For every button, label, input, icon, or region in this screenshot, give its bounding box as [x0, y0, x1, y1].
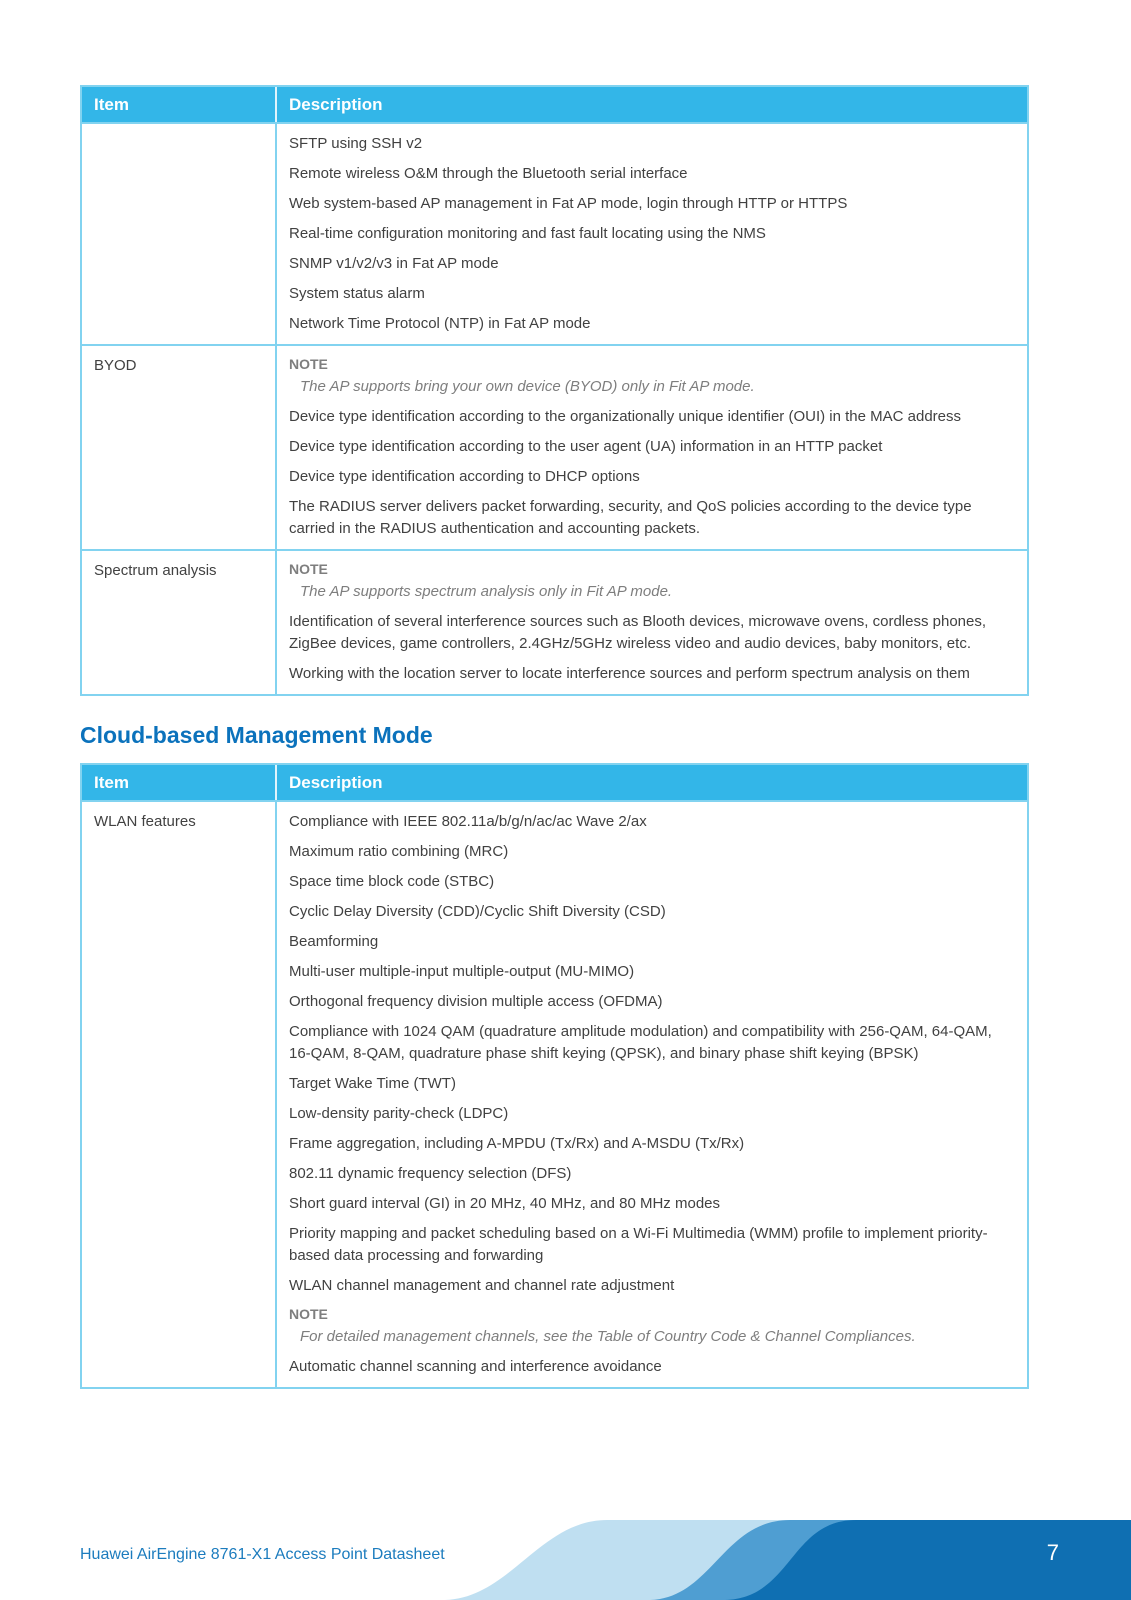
description-paragraph: Cyclic Delay Diversity (CDD)/Cyclic Shift Diversity (CSD): [289, 903, 666, 920]
description-paragraph: System status alarm: [289, 285, 425, 302]
table-row: [82, 344, 1027, 549]
column-header-item: Item: [82, 87, 277, 122]
description-paragraph: Compliance with 1024 QAM (quadrature amplitude modulation) and compatibility with 256-QAM, 64-QAM, 16-QAM, 8-QAM, quadrature phase shift keying (QPSK), and binary phase shift keying (BPSK): [289, 1023, 992, 1062]
description-paragraph: Compliance with IEEE 802.11a/b/g/n/ac/ac Wave 2/ax: [289, 813, 647, 830]
description-paragraph: Device type identification according to the user agent (UA) information in an HTTP packet: [289, 438, 883, 455]
description-paragraph: Orthogonal frequency division multiple access (OFDMA): [289, 993, 663, 1010]
table-row: [82, 122, 1027, 344]
cloud-based-management-table: [80, 763, 1029, 1389]
description-paragraph: Working with the location server to locate interference sources and perform spectrum analysis on them: [289, 665, 970, 682]
footer-text: Huawei AirEngine 8761-X1 Access Point Datasheet: [80, 1546, 445, 1563]
table-row: [82, 800, 1027, 1387]
description-cell: [277, 802, 1027, 1387]
description-paragraph: Low-density parity-check (LDPC): [289, 1105, 509, 1122]
description-paragraph: Target Wake Time (TWT): [289, 1075, 456, 1092]
description-paragraph: Real-time configuration monitoring and fast fault locating using the NMS: [289, 225, 766, 242]
description-paragraph: WLAN channel management and channel rate adjustment: [289, 1277, 675, 1294]
page-footer: [0, 1510, 1131, 1600]
description-paragraph: Frame aggregation, including A-MPDU (Tx/Rx) and A-MSDU (Tx/Rx): [289, 1135, 745, 1152]
description-paragraph: SNMP v1/v2/v3 in Fat AP mode: [289, 255, 499, 272]
section-heading: Cloud-based Management Mode: [80, 722, 433, 748]
description-paragraph: Priority mapping and packet scheduling based on a Wi-Fi Multimedia (WMM) profile to implement priority-based data processing and forwarding: [289, 1225, 988, 1264]
item-cell: [82, 124, 277, 344]
description-paragraph: Identification of several interference sources such as Blooth devices, microwave ovens, cordless phones, ZigBee devices, game controllers, 2.4GHz/5GHz wireless video and audio devices, baby monitors, etc.: [289, 613, 987, 652]
description-paragraph: SFTP using SSH v2: [289, 135, 423, 152]
note-label: NOTE: [289, 356, 328, 372]
description-paragraph: Device type identification according to DHCP options: [289, 468, 640, 485]
description-paragraph: The RADIUS server delivers packet forwarding, security, and QoS policies according to the device type carried in the RADIUS authentication and accounting packets.: [289, 498, 972, 537]
description-cell: [277, 551, 1027, 694]
description-paragraph: Remote wireless O&M through the Bluetooth serial interface: [289, 165, 688, 182]
description-paragraph: Maximum ratio combining (MRC): [289, 843, 509, 860]
column-header-description: Description: [289, 773, 383, 792]
page-number: 7: [1046, 1540, 1059, 1565]
description-paragraph: Space time block code (STBC): [289, 873, 495, 890]
page-content: [80, 85, 1029, 1389]
note-label: NOTE: [289, 561, 328, 577]
description-cell: [277, 124, 1027, 344]
table-row: [82, 549, 1027, 694]
note-text: For detailed management channels, see the Table of Country Code & Channel Compliances.: [300, 1328, 916, 1345]
note-text: The AP supports bring your own device (BYOD) only in Fit AP mode.: [300, 378, 755, 395]
description-paragraph: 802.11 dynamic frequency selection (DFS): [289, 1165, 572, 1182]
note-block: [289, 1301, 1015, 1352]
table-header-row: [82, 765, 1027, 800]
item-cell: BYOD: [82, 346, 277, 549]
note-label: NOTE: [289, 1306, 328, 1322]
description-paragraph: Multi-user multiple-input multiple-output (MU-MIMO): [289, 963, 635, 980]
description-paragraph: Web system-based AP management in Fat AP mode, login through HTTP or HTTPS: [289, 195, 848, 212]
management-maintenance-table: [80, 85, 1029, 696]
table-header-row: [82, 87, 1027, 122]
description-paragraph: Network Time Protocol (NTP) in Fat AP mode: [289, 315, 591, 332]
description-paragraph: Device type identification according to the organizationally unique identifier (OUI) in the MAC address: [289, 408, 962, 425]
description-paragraph: Beamforming: [289, 933, 379, 950]
column-header-item: Item: [82, 765, 277, 800]
note-text: The AP supports spectrum analysis only in Fit AP mode.: [300, 583, 673, 600]
description-paragraph: Automatic channel scanning and interference avoidance: [289, 1358, 662, 1375]
description-cell: [277, 346, 1027, 549]
column-header-description: Description: [289, 95, 383, 114]
note-block: [289, 351, 1015, 402]
item-cell: WLAN features: [82, 802, 277, 1387]
note-block: [289, 556, 1015, 607]
item-cell: Spectrum analysis: [82, 551, 277, 694]
description-paragraph: Short guard interval (GI) in 20 MHz, 40 MHz, and 80 MHz modes: [289, 1195, 721, 1212]
